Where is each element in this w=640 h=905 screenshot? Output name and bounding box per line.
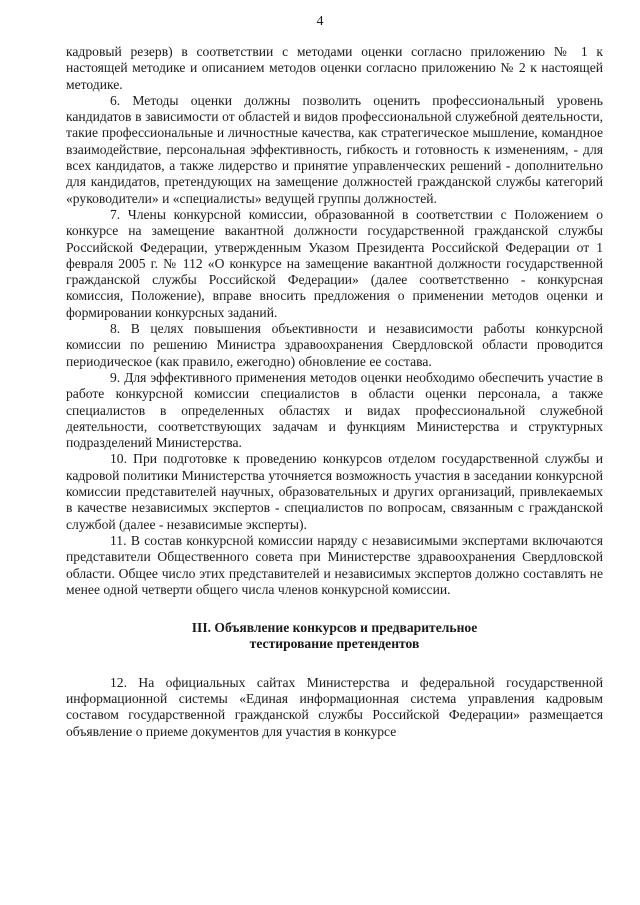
section-heading-line-1: III. Объявление конкурсов и предварительное <box>191 620 478 636</box>
section-heading-line-2: тестирование претендентов <box>249 636 420 652</box>
paragraph-12: 12. На официальных сайтах Министерства и федеральной государственной информационной системы «Единая информационная система управления кадровым составом государственной гражданской службы Российской Федерации» размещается объявление о приеме документов для участия в конкурсе <box>66 674 603 739</box>
paragraph-9: 9. Для эффективного применения методов оценки необходимо обеспечить участие в работе конкурсной комиссии специалистов в области оценки персонала, а также специалистов в определенных областях и видах профессиональной служебной деятельности, соответствующих задачам и функциям Министерства и структурных подразделений Министерства. <box>66 369 603 451</box>
document-body <box>66 44 603 740</box>
paragraph-11: 11. В состав конкурсной комиссии наряду с независимыми экспертами включаются представители Общественного совета при Министерстве здравоохранения Свердловской области. Общее число этих представителей и независимых экспертов должно составлять не менее одной четверти общего числа членов конкурсной комиссии. <box>66 532 603 597</box>
paragraph-continuation: кадровый резерв) в соответствии с методами оценки согласно приложению № 1 к настоящей методике и описанием методов оценки согласно приложению № 2 к настоящей методике. <box>66 44 603 92</box>
section-heading <box>66 620 603 653</box>
paragraph-6: 6. Методы оценки должны позволить оценить профессиональный уровень кандидатов в зависимости от областей и видов профессиональной служебной деятельности, такие профессиональные и личностные качества, как стратегическое мышление, командное взаимодействие, персональная эффективность, гибкость и готовность к изменениям, - для всех кандидатов, а также лидерство и принятие управленческих решений - дополнительно для кандидатов, претендующих на замещение должностей гражданской службы категорий «руководители» и «специалисты» ведущей группы должностей. <box>66 92 603 206</box>
paragraph-8: 8. В целях повышения объективности и независимости работы конкурсной комиссии по решению Министра здравоохранения Свердловской области проводится периодическое (как правило, ежегодно) обновление ее состава. <box>66 321 603 369</box>
page-number: 4 <box>316 14 324 29</box>
paragraph-10: 10. При подготовке к проведению конкурсов отделом государственной службы и кадровой политики Министерства уточняется возможность участия в заседании конкурсной комиссии представителей научных, образовательных и других организаций, привлекаемых в качестве независимых экспертов - специалистов по вопросам, связанным с гражданской службой (далее - независимые эксперты). <box>66 451 603 532</box>
paragraph-7: 7. Члены конкурсной комиссии, образованной в соответствии с Положением о конкурсе на замещение вакантной должности государственной гражданской службы Российской Федерации, утвержденным Указом Президента Российской Федерации от 1 февраля 2005 г. № 112 «О конкурсе на замещение вакантной должности государственной гражданской службы Российской Федерации» (далее соответственно - конкурсная комиссия, Положение), вправе вносить предложения о применении методов оценки и формировании конкурсных заданий. <box>66 206 603 320</box>
